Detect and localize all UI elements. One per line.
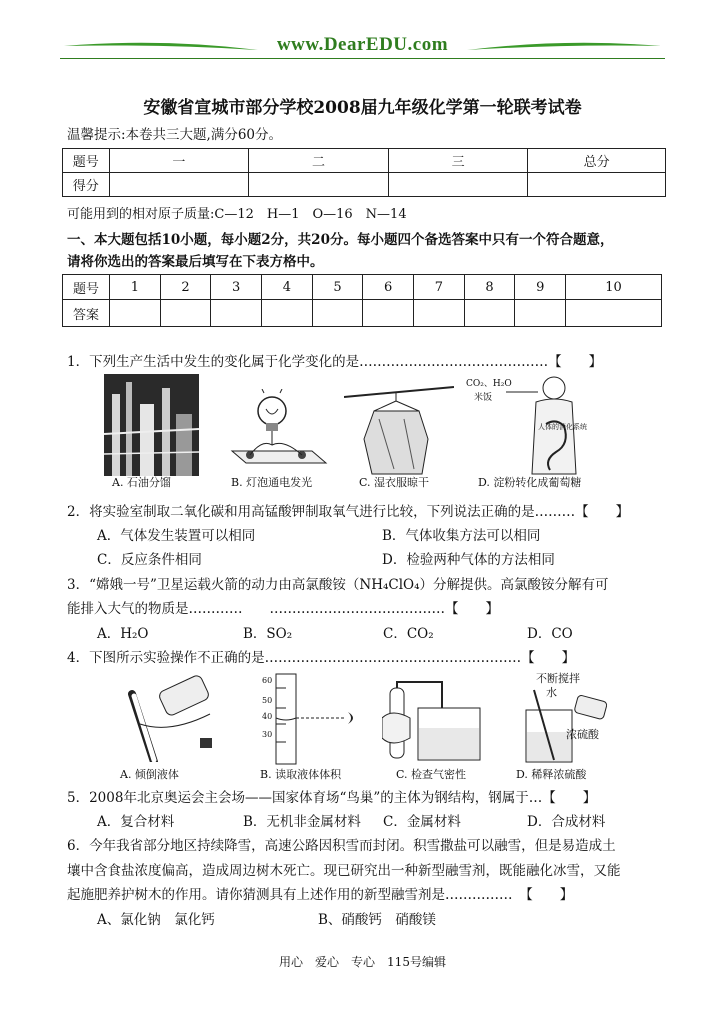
q5-option-c[interactable]: C．金属材料 bbox=[383, 814, 461, 830]
q3-stem: 3．“嫦娥一号”卫星运载火箭的动力由高氯酸铵（NH₄ClO₄）分解提供。高氯酸铵分解有可 bbox=[67, 577, 609, 593]
answer-cell[interactable] bbox=[211, 300, 262, 327]
q1-caption-a: A. 石油分馏 bbox=[112, 476, 171, 489]
score-table-header: 三 bbox=[388, 149, 528, 173]
answer-cell[interactable] bbox=[110, 300, 161, 327]
answer-cell[interactable] bbox=[363, 300, 414, 327]
score-cell[interactable] bbox=[528, 173, 666, 197]
q2-option-a[interactable]: A．气体发生装置可以相同 bbox=[97, 528, 256, 544]
fig-label-co2-h2o: CO₂、H₂O bbox=[466, 379, 512, 389]
page-footer: 用心 爱心 专心 115号编辑 bbox=[279, 955, 446, 969]
q6-stem-cont2: 起施肥养护树木的作用。请你猜测具有上述作用的新型融雪剂是…………… 【 】 bbox=[67, 887, 574, 903]
q1-caption-b: B. 灯泡通电发光 bbox=[231, 476, 313, 489]
q3-stem-cont: 能排入大气的物质是………… …………………………………【 】 bbox=[67, 601, 499, 617]
site-header bbox=[60, 30, 665, 62]
tip-text: 温馨提示:本卷共三大题,满分60分。 bbox=[67, 127, 283, 143]
question-number: 6 bbox=[363, 275, 414, 300]
label-conc-acid: 浓硫酸 bbox=[566, 728, 599, 741]
question-number: 2 bbox=[160, 275, 211, 300]
question-number: 1 bbox=[110, 275, 161, 300]
question-number: 8 bbox=[464, 275, 515, 300]
q2-option-d[interactable]: D．检验两种气体的方法相同 bbox=[382, 552, 555, 568]
score-table-header: 二 bbox=[249, 149, 389, 173]
q3-option-d[interactable]: D．CO bbox=[527, 626, 573, 642]
question-number: 7 bbox=[414, 275, 465, 300]
q4-caption-a: A. 倾倒液体 bbox=[120, 768, 179, 781]
question-number: 9 bbox=[515, 275, 566, 300]
drying-clothes-image bbox=[344, 379, 454, 479]
score-cell[interactable] bbox=[249, 173, 389, 197]
q6-stem: 6．今年我省部分地区持续降雪，高速公路因积雪而封闭。积雪撒盐可以融雪，但是易造成土 bbox=[67, 838, 616, 854]
q6-option-b[interactable]: B、硝酸钙 硝酸镁 bbox=[318, 912, 436, 928]
q2-option-b[interactable]: B．气体收集方法可以相同 bbox=[382, 528, 541, 544]
q6-option-a[interactable]: A、氯化钠 氯化钙 bbox=[97, 912, 215, 928]
q1-figures bbox=[104, 374, 664, 494]
question-number: 3 bbox=[211, 275, 262, 300]
exam-title: 安徽省宣城市部分学校2008届九年级化学第一轮联考试卷 bbox=[143, 98, 582, 118]
q4-caption-b: B. 读取液体体积 bbox=[260, 768, 342, 781]
answer-row-label: 题号 bbox=[63, 275, 110, 300]
q3-option-c[interactable]: C．CO₂ bbox=[383, 626, 434, 642]
q5-stem: 5．2008年北京奥运会主会场——国家体育场“鸟巢”的主体为钢结构，钢属于…【 】 bbox=[67, 790, 597, 806]
fig-label-digestive-system: 人体的消化系统 bbox=[538, 423, 587, 431]
q4-caption-d: D. 稀释浓硫酸 bbox=[516, 768, 587, 781]
score-table bbox=[62, 148, 666, 197]
light-bulb-image bbox=[222, 389, 332, 479]
q4-figures bbox=[110, 670, 610, 782]
q1-caption-c: C. 湿衣服晾干 bbox=[359, 476, 430, 489]
score-row-label: 得分 bbox=[63, 173, 110, 197]
airtightness-check-image bbox=[382, 678, 502, 766]
pouring-liquid-image bbox=[110, 674, 230, 762]
answer-row-label: 答案 bbox=[63, 300, 110, 327]
question-number: 10 bbox=[566, 275, 662, 300]
answer-table bbox=[62, 274, 662, 327]
refinery-image bbox=[104, 374, 199, 476]
q2-option-c[interactable]: C．反应条件相同 bbox=[97, 552, 202, 568]
score-cell[interactable] bbox=[109, 173, 249, 197]
q6-stem-cont: 壤中含食盐浓度偏高，造成周边树木死亡。现已研究出一种新型融雪剂，既能融化冰雪，又能 bbox=[67, 863, 621, 879]
score-table-header: 总分 bbox=[528, 149, 666, 173]
q4-stem: 4．下图所示实验操作不正确的是…………………………………………………【 】 bbox=[67, 650, 576, 666]
q4-caption-c: C. 检查气密性 bbox=[396, 768, 467, 781]
score-table-header: 一 bbox=[109, 149, 249, 173]
answer-cell[interactable] bbox=[515, 300, 566, 327]
question-number: 5 bbox=[312, 275, 363, 300]
answer-cell[interactable] bbox=[312, 300, 363, 327]
answer-cell[interactable] bbox=[414, 300, 465, 327]
q1-caption-d: D. 淀粉转化成葡萄糖 bbox=[478, 476, 582, 489]
q5-option-a[interactable]: A．复合材料 bbox=[97, 814, 175, 830]
question-number: 4 bbox=[262, 275, 313, 300]
header-rule bbox=[60, 58, 665, 59]
q1-stem: 1．下列生产生活中发生的变化属于化学变化的是……………………………………【 】 bbox=[67, 354, 603, 370]
label-keep-stirring: 不断搅拌 bbox=[536, 672, 580, 685]
fig-label-rice: 米饭 bbox=[474, 393, 493, 403]
section1-instruction-cont: 请将你选出的答案最后填写在下表方格中。 bbox=[67, 254, 324, 270]
tick-50: 50 bbox=[262, 696, 273, 705]
tick-30: 30 bbox=[262, 730, 273, 739]
section1-instruction: 一、本大题包括10小题，每小题2分，共20分。每小题四个备选答案中只有一个符合题意， bbox=[67, 232, 614, 248]
atomic-masses: 可能用到的相对原子质量:C—12 H—1 O—16 N—14 bbox=[67, 207, 407, 222]
site-url[interactable]: www.DearEDU.com bbox=[276, 34, 449, 55]
q3-option-b[interactable]: B．SO₂ bbox=[243, 626, 293, 642]
answer-cell[interactable] bbox=[160, 300, 211, 327]
q5-option-d[interactable]: D．合成材料 bbox=[527, 814, 606, 830]
tick-60: 60 bbox=[262, 676, 273, 685]
q5-option-b[interactable]: B．无机非金属材料 bbox=[243, 814, 361, 830]
score-cell[interactable] bbox=[388, 173, 528, 197]
answer-cell[interactable] bbox=[566, 300, 662, 327]
q3-option-a[interactable]: A．H₂O bbox=[97, 626, 149, 642]
answer-cell[interactable] bbox=[262, 300, 313, 327]
tick-40: 40 bbox=[262, 712, 273, 721]
answer-cell[interactable] bbox=[464, 300, 515, 327]
label-water: 水 bbox=[546, 686, 557, 699]
q2-stem: 2．将实验室制取二氧化碳和用高锰酸钾制取氧气进行比较，下列说法正确的是………【 】 bbox=[67, 504, 630, 520]
score-table-header: 题号 bbox=[63, 149, 110, 173]
